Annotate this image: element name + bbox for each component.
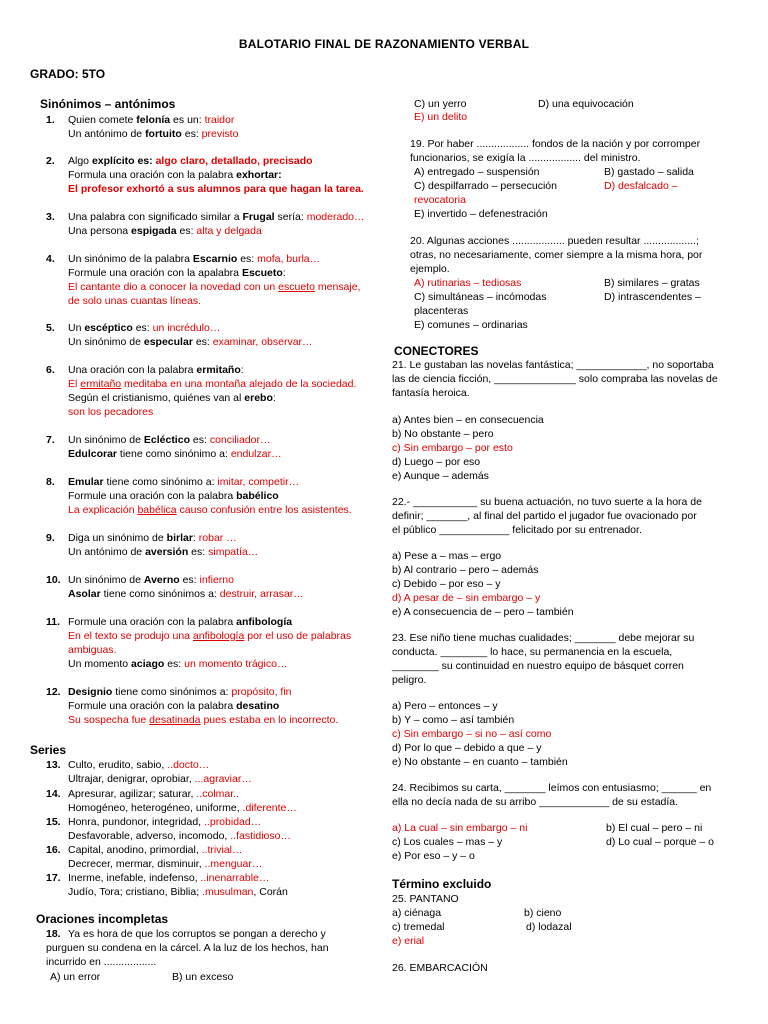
question-22-option-d: d) A pesar de – sin embargo – y <box>392 592 541 604</box>
question-3-number: 3. <box>46 211 55 223</box>
answer: un incrédulo… <box>152 322 221 334</box>
question-8-answer: La explicación babélica causo confusión entre los asistentes. <box>68 504 352 516</box>
question-9-line-1: Diga un sinónimo de birlar: robar … <box>68 532 237 544</box>
question-20-option-c-cont: placenteras <box>414 305 469 317</box>
question-2-line-1: Algo explícito es: algo claro, detallado, precisado <box>68 155 313 167</box>
section-conectores: CONECTORES <box>394 344 479 358</box>
question-20-option-c: C) simultáneas – incómodas <box>414 291 547 303</box>
question-22-option-a: a) Pese a – mas – ergo <box>392 550 502 562</box>
question-24-line-1: 24. Recibimos su carta, _______ leímos con entusiasmo; ______ en <box>392 782 712 794</box>
answer: mofa, burla… <box>257 253 321 265</box>
question-6-answer: El ermitaño meditaba en una montaña alejado de la sociedad. <box>68 378 357 390</box>
question-23-option-d: d) Por lo que – debido a que – y <box>392 742 542 754</box>
question-24-line-2: ella no decía nada de su arribo ____________ de su estadía. <box>392 796 679 808</box>
question-19-line-2: funcionarios, se exigía la .................. del ministro. <box>410 152 641 164</box>
question-11-line-2: Un momento aciago es: un momento trágico… <box>68 658 288 670</box>
question-20-option-e: E) comunes – ordinarias <box>414 319 528 331</box>
question-18-option-e: E) un delito <box>414 111 468 123</box>
question-20-option-a: A) rutinarias – tediosas <box>414 277 522 289</box>
question-18-line-1: Ya es hora de que los corruptos se pongan a derecho y <box>68 928 326 940</box>
question-21-line-1: 21. Le gustaban las novelas fantástica; ____________, no soportaba <box>392 359 714 371</box>
question-1-number: 1. <box>46 114 55 126</box>
question-10-line-2: Asolar tiene como sinónimos a: destruir, arrasar… <box>68 588 304 600</box>
series-13-line-2: Ultrajar, denigrar, oprobiar, ...agraviar… <box>68 773 252 785</box>
question-25-option-a: a) ciénaga <box>392 907 442 919</box>
series-17-number: 17. <box>46 872 61 884</box>
answer: un momento trágico… <box>184 658 288 670</box>
question-25-title: 25. PANTANO <box>392 893 459 905</box>
answer: algo claro, detallado, precisado <box>155 155 313 167</box>
question-2-line-2: Formula una oración con la palabra exhortar: <box>68 169 282 181</box>
series-16-number: 16. <box>46 844 61 856</box>
question-19-line-1: 19. Por haber .................. fondos de la nación y por corromper <box>410 138 701 150</box>
question-23-option-e: e) No obstante – en cuanto – también <box>392 756 568 768</box>
question-18-option-d: D) una equivocación <box>538 98 634 110</box>
question-21-line-2: las de ciencia ficción, ______________ solo compraba las novelas de <box>392 373 718 385</box>
question-12-number: 12. <box>46 686 61 698</box>
question-8-number: 8. <box>46 476 55 488</box>
series-16-line-1: Capital, anodino, primordial, ..trivial… <box>68 844 243 856</box>
question-19-option-d-cont: revocatoria <box>414 194 466 206</box>
section-series: Series <box>30 743 67 757</box>
question-20-line-3: ejemplo. <box>410 263 450 275</box>
question-20-line-2: otras, no necesariamente, comer siempre a la misma hora, por <box>410 249 703 261</box>
answer: moderado… <box>306 211 365 223</box>
series-14-line-1: Apresurar, agilizar; saturar, ..colmar.. <box>68 788 239 800</box>
question-22-line-1: 22.- ___________ su buena actuación, no tuvo suerte a la hora de <box>392 496 702 508</box>
question-18-line-3: incurrido en .................. <box>46 956 157 968</box>
question-5-number: 5. <box>46 322 55 334</box>
question-9-line-2: Un antónimo de aversión es: simpatía… <box>68 546 259 558</box>
series-17-line-1: Inerme, inefable, indefenso, ..inenarrable… <box>68 872 270 884</box>
question-19-option-d: D) desfalcado – <box>604 180 678 192</box>
question-25-option-d: d) lodazal <box>526 921 572 933</box>
question-23-line-3: ________ su continuidad en nuestro equipo de básquet corren <box>392 660 684 672</box>
question-22-option-e: e) A consecuencia de – pero – también <box>392 606 574 618</box>
grade-label: GRADO: 5TO <box>30 67 106 81</box>
question-23-line-2: conducta. ________ lo hace, su permanencia en la escuela, <box>392 646 673 658</box>
question-23-line-1: 23. Ese niño tiene muchas cualidades; _______ debe mejorar su <box>392 632 695 644</box>
question-4-answer-line-2: de solo unas cuantas líneas. <box>68 295 202 307</box>
answer: destruir, arrasar… <box>219 588 304 600</box>
question-26-title: 26. EMBARCACIÓN <box>392 962 488 974</box>
question-11-number: 11. <box>46 616 61 628</box>
question-19-option-a: A) entregado – suspensión <box>414 166 540 178</box>
question-22-option-c: c) Debido – por eso – y <box>392 578 501 590</box>
question-4-line-2: Formule una oración con la apalabra Escueto: <box>68 267 286 279</box>
question-21-option-d: d) Luego – por eso <box>392 456 481 468</box>
question-24-option-d: d) Lo cual – porque – o <box>606 836 714 848</box>
question-22-line-3: el público ____________ felicitado por su entrenador. <box>392 524 642 536</box>
question-12-line-2: Formule una oración con la palabra desatino <box>68 700 280 712</box>
question-23-option-a: a) Pero – entonces – y <box>392 700 498 712</box>
question-2-answer: El profesor exhortó a sus alumnos para que hagan la tarea. <box>68 183 364 195</box>
question-21-option-c: c) Sin embargo – por esto <box>392 442 513 454</box>
question-24-option-e: e) Por eso – y – o <box>392 850 475 862</box>
question-8-line-2: Formule una oración con la palabra babélico <box>68 490 279 502</box>
section-sinonimos-antonimos: Sinónimos – antónimos <box>40 97 176 111</box>
answer: previsto <box>201 128 239 140</box>
answer: examinar, observar… <box>212 336 313 348</box>
section-oraciones-incompletas: Oraciones incompletas <box>36 912 169 926</box>
question-24-option-a: a) La cual – sin embargo – ni <box>392 822 528 834</box>
question-23-line-4: peligro. <box>392 674 427 686</box>
question-25-option-c: c) tremedal <box>392 921 445 933</box>
series-14-number: 14. <box>46 788 61 800</box>
question-22-option-b: b) Al contrario – pero – además <box>392 564 539 576</box>
question-18-line-2: purguen su condena en la cárcel. A la luz de los hechos, han <box>46 942 329 954</box>
answer: robar … <box>198 532 237 544</box>
answer: conciliador… <box>209 434 271 446</box>
series-13-number: 13. <box>46 759 61 771</box>
series-15-number: 15. <box>46 816 61 828</box>
question-21-option-e: e) Aunque – además <box>392 470 489 482</box>
series-17-line-2: Judío, Tora; cristiano, Biblia; .musulman, Corán <box>68 886 288 898</box>
question-18-option-b: B) un exceso <box>172 971 234 983</box>
question-6-answer-2: son los pecadores <box>68 406 154 418</box>
question-22-line-2: definir; _______, al final del partido el jugador fue ovacionado por <box>392 510 697 522</box>
question-23-option-b: b) Y – como – así también <box>392 714 515 726</box>
question-12-answer: Su sospecha fue desatinada pues estaba en lo incorrecto. <box>68 714 339 726</box>
question-18-option-c: C) un yerro <box>414 98 467 110</box>
question-4-number: 4. <box>46 253 55 265</box>
question-11-answer-line-2: ambiguas. <box>68 644 117 656</box>
question-9-number: 9. <box>46 532 55 544</box>
series-14-line-2: Homogéneo, heterogéneo, uniforme, .diferente… <box>68 802 297 814</box>
question-21-option-b: b) No obstante – pero <box>392 428 494 440</box>
answer: traidor <box>204 114 235 126</box>
question-18-number: 18. <box>46 928 61 940</box>
question-1-line-1: Quien comete felonía es un: traidor <box>68 114 235 126</box>
question-4-answer-line-1: El cantante dio a conocer la novedad con un escueto mensaje, <box>68 281 361 293</box>
answer: endulzar… <box>230 448 282 460</box>
question-6-line-2: Según el cristianismo, quiénes van al erebo: <box>68 392 276 404</box>
question-7-number: 7. <box>46 434 55 446</box>
question-18-option-a: A) un error <box>50 971 101 983</box>
question-6-number: 6. <box>46 364 55 376</box>
question-5-line-2: Un sinónimo de especular es: examinar, observar… <box>68 336 313 348</box>
question-24-option-b: b) El cual – pero – ni <box>606 822 703 834</box>
question-7-line-1: Un sinónimo de Ecléctico es: conciliador… <box>68 434 271 446</box>
question-4-line-1: Un sinónimo de la palabra Escarnio es: mofa, burla… <box>68 253 321 265</box>
document-title: BALOTARIO FINAL DE RAZONAMIENTO VERBAL <box>238 37 530 51</box>
answer: simpatía… <box>208 546 259 558</box>
question-11-answer-line-1: En el texto se produjo una anfibología por el uso de palabras <box>68 630 352 642</box>
question-19-option-c: C) despilfarrado – persecución <box>414 180 557 192</box>
question-10-line-1: Un sinónimo de Averno es: infierno <box>68 574 234 586</box>
question-19-option-e: E) invertido – defenestración <box>414 208 548 220</box>
series-15-line-1: Honra, pundonor, integridad, ..probidad… <box>68 816 262 828</box>
question-23-option-c: c) Sin embargo – si no – así como <box>392 728 552 740</box>
question-11-line-1: Formule una oración con la palabra anfibología <box>68 616 293 628</box>
answer: infierno <box>199 574 234 586</box>
question-21-option-a: a) Antes bien – en consecuencia <box>392 414 544 426</box>
answer: alta y delgada <box>196 225 262 237</box>
question-1-line-2: Un antónimo de fortuito es: previsto <box>68 128 239 140</box>
question-20-option-d: D) intrascendentes – <box>604 291 701 303</box>
question-3-line-2: Una persona espigada es: alta y delgada <box>68 225 262 237</box>
answer: propósito, fin <box>231 686 292 698</box>
question-25-option-b: b) cieno <box>524 907 562 919</box>
answer: imitar, competir… <box>217 476 300 488</box>
question-24-option-c: c) Los cuales – mas – y <box>392 836 503 848</box>
question-10-number: 10. <box>46 574 61 586</box>
question-20-option-b: B) similares – gratas <box>604 277 700 289</box>
question-19-option-b: B) gastado – salida <box>604 166 694 178</box>
question-2-number: 2. <box>46 155 55 167</box>
series-16-line-2: Decrecer, mermar, disminuir, ..menguar… <box>68 858 263 870</box>
series-13-line-1: Culto, erudito, sabio, ..docto… <box>68 759 210 771</box>
question-3-line-1: Una palabra con significado similar a Frugal sería: moderado… <box>68 211 365 223</box>
section-termino-excluido: Término excluido <box>392 877 492 891</box>
question-5-line-1: Un escéptico es: un incrédulo… <box>68 322 221 334</box>
question-8-line-1: Emular tiene como sinónimo a: imitar, competir… <box>68 476 300 488</box>
question-12-line-1: Designio tiene como sinónimos a: propósito, fin <box>68 686 292 698</box>
question-21-line-3: fantasía heroica. <box>392 387 470 399</box>
question-25-option-e: e) erial <box>392 935 425 947</box>
question-7-line-2: Edulcorar tiene como sinónimo a: endulzar… <box>68 448 282 460</box>
question-6-line-1: Una oración con la palabra ermitaño: <box>68 364 244 376</box>
series-15-line-2: Desfavorable, adverso, incomodo, ..fastidioso… <box>68 830 291 842</box>
question-20-line-1: 20. Algunas acciones .................. pueden resultar ..................; <box>410 235 699 247</box>
